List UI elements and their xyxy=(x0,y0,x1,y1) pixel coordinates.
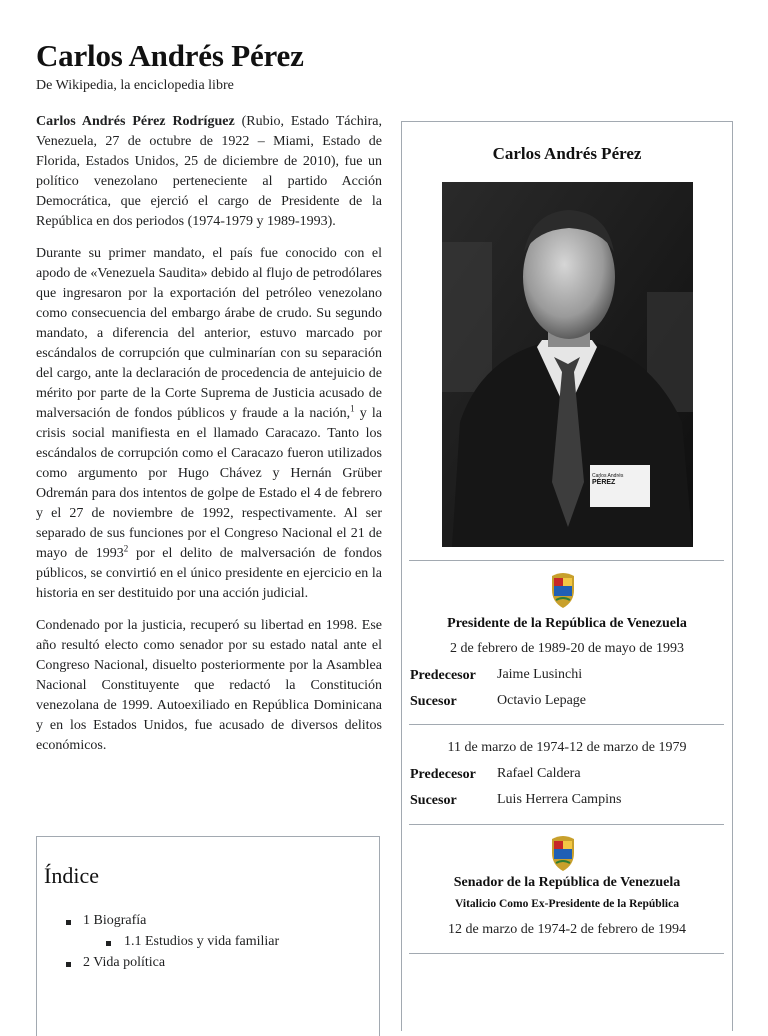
infobox-title: Carlos Andrés Pérez xyxy=(492,144,642,163)
intro-text: (Rubio, Estado Táchira, Venezuela, 27 de octubre de 1922 – Miami, Estado de Florida, Estados Unidos, 25 de diciembre de 2010), fue un político venezolano perteneciente al partido Acción Democrática, que ejerció el cargo de Presidente de la República en dos periodos (1974-1979 y 1989-1993). xyxy=(36,114,382,229)
infobox-divider xyxy=(409,953,724,954)
office-dates: 2 de febrero de 1989-20 de mayo de 1993 xyxy=(449,641,685,656)
predecessor-link[interactable]: Jaime Lusinchi xyxy=(497,667,583,682)
office-subtitle: Vitalicio Como Ex-Presidente de la República xyxy=(455,898,679,910)
toc-item-label[interactable]: 2 Vida política xyxy=(83,955,166,970)
badge-name: Carlos Andrés xyxy=(592,473,624,479)
successor-label: Sucesor xyxy=(410,793,457,808)
office-title-senator: Senador de la República de Venezuela xyxy=(453,875,681,890)
successor-label: Sucesor xyxy=(410,694,457,709)
portrait-illustration xyxy=(442,182,693,547)
page-subtitle: De Wikipedia, la enciclopedia libre xyxy=(36,78,234,93)
successor-link[interactable]: Octavio Lepage xyxy=(497,693,587,708)
mandate-text-b: y la crisis social manifiesta en el llamado Caracazo. Tanto los escándalos de corrupción como el Caracazo fueron utilizados como argumento por Hugo Chávez y Hernán Grüber Odremán para dos intentos de golpe de Estado el 4 de febrero y el 27 de noviembre de 1992, respectivamente. Al ser separado de sus funciones por el Congreso Nacional el 21 de mayo de 1993 xyxy=(36,406,382,561)
table-of-contents xyxy=(36,836,380,1036)
coat-of-arms-icon xyxy=(548,833,578,873)
article-body xyxy=(36,112,382,768)
bullet-icon xyxy=(66,920,71,925)
office-dates: 11 de marzo de 1974-12 de marzo de 1979 xyxy=(447,740,687,755)
later-life-paragraph: Condenado por la justicia, recuperó su libertad en 1998. Ese año resultó electo como senador por su estado natal ante el Congreso Nacional, disuelto posteriormente por la Asamblea Nacional Constituyente que redactó la Constitución venezolana de 1999. Autoexiliado en República Dominicana y en los Estados Unidos, fue acusado de diversos delitos económicos. xyxy=(36,618,382,753)
mandate-text-a: Durante su primer mandato, el país fue conocido con el apodo de «Venezuela Saudita» debido al flujo de petrodólares que ingresaron por la exportación del petróleo venezolano como consecuencia del embargo árabe de crudo. Su segundo mandato, a diferencia del anterior, estuvo marcado por escándalos de corrupción que culminarían con su separación del cargo, ante la declaración de procedencia de antejuicio de mérito por parte de la Corte Suprema de Justicia acusado de malversación de fondos públicos y fraude a la nación, xyxy=(36,246,382,421)
bullet-icon xyxy=(66,962,71,967)
footnote-2[interactable]: 2 xyxy=(123,543,129,554)
infobox-divider xyxy=(409,824,724,825)
infobox-divider xyxy=(409,560,724,561)
coat-of-arms-icon xyxy=(548,570,578,610)
mandate-text-c: por el delito de malversación de fondos públicos, se convirtió en el único presidente en ejercicio en la historia en ser destituido por una acción judicial. xyxy=(36,546,382,601)
predecessor-link[interactable]: Rafael Caldera xyxy=(497,766,581,781)
intro-paragraph xyxy=(36,112,382,232)
infobox-divider xyxy=(409,724,724,725)
predecessor-label: Predecesor xyxy=(410,767,476,782)
page-title: Carlos Andrés Pérez xyxy=(36,38,304,73)
footnote-1[interactable]: 1 xyxy=(350,403,355,414)
infobox xyxy=(401,121,733,1031)
toc-item-label[interactable]: 1.1 Estudios y vida familiar xyxy=(124,934,280,949)
id-badge xyxy=(592,473,648,487)
subject-name: Carlos Andrés Pérez Rodríguez xyxy=(36,114,235,129)
portrait-photo[interactable] xyxy=(442,182,693,547)
office-dates: 12 de marzo de 1974-2 de febrero de 1994 xyxy=(448,922,686,937)
bullet-icon xyxy=(106,941,111,946)
office-title-president: Presidente de la República de Venezuela xyxy=(447,616,687,631)
mandate-paragraph xyxy=(36,244,382,604)
toc-title: Índice xyxy=(44,863,99,888)
predecessor-label: Predecesor xyxy=(410,668,476,683)
toc-item-label[interactable]: 1 Biografía xyxy=(83,913,147,928)
successor-link[interactable]: Luis Herrera Campins xyxy=(497,792,622,807)
badge-surname: PÉREZ xyxy=(592,479,616,486)
